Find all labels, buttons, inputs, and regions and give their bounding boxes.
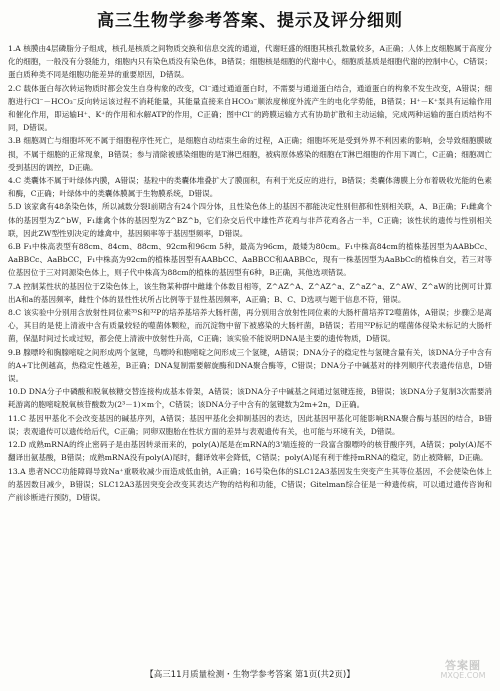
answer-list — [8, 42, 492, 648]
item-text: 控制某性状的基因位于Z染色体上，该生物某种群中雌雄个体数目相等，Z^AZ^A、Z^AZ^a、Z^aZ^a、Z^AW、Z^aW的比例可计算出A和a的基因频率，雌性个体的显性性状所占比例等于显性基因频率，A正确；B、C、D选项与题干信息不符，错误。 — [8, 281, 492, 304]
item-text: 载体蛋白每次转运物质时都会发生自身构象的改变，Cl⁻通过通道蛋白时，不需要与通道蛋白结合，通道蛋白的构象不发生改变，A错误；细胞进行Cl⁻－HCO₃⁻反向转运该过程不消耗能量，其能量直接来自HCO₃⁻顺浓度梯度外流产生的电化学势能，B错误；H⁺－K⁺泵具有运输作用和催化作用，即运输H⁺、K⁺的作用和水解ATP的作用，C正确；图中Cl⁻的跨膜运输方式有协助扩散和主动运输，完成两种运输的蛋白质结构不同，D错误。 — [8, 83, 492, 133]
item-number: 7.A — [8, 281, 21, 291]
item-text: 腺嘌呤和胸腺嘧啶之间形成两个氢键，鸟嘌呤和胞嘧啶之间形成三个氢键，A错误；DNA分子的稳定性与氢键含量有关，该DNA分子中含有的A+T比例越高，热稳定性越差，B正确；DNA复制需要解旋酶和DNA聚合酶等，C错误；DNA分子中碱基对的排列顺序代表遗传信息，D错误。 — [8, 347, 492, 384]
item-text: 类囊体不属于叶绿体内膜，A错误；基粒中的类囊体堆叠扩大了膜面积，有利于光反应的进行，B错误；类囊体薄膜上分布着吸收光能的色素和酶，C正确；叶绿体中的类囊体膜属于生物膜系统，D错误。 — [8, 176, 492, 199]
watermark-url: MXQE.COM — [440, 671, 486, 680]
item-number: 9.B — [8, 347, 21, 357]
list-item — [8, 346, 492, 386]
item-number: 13.A — [8, 466, 26, 476]
page-title: 高三生物学参考答案、提示及评分细则 — [97, 11, 403, 31]
list-item — [8, 465, 492, 505]
list-item — [8, 306, 492, 346]
item-text: 该实验中分别用含放射性同位素³⁵S和³²P的培养基培养大肠杆菌，再分别用含放射性同位素的大肠杆菌培养T2噬菌体，A错误；步骤②是离心，其目的是使上清液中含有质量较轻的噬菌体颗粒，而沉淀物中留下被感染的大肠杆菌，B错误；若用³²P标记的噬菌体侵染未标记的大肠杆菌，保温时间过长或过短，都会使上清液中放射性升高，C正确；该实验不能说明DNA是主要的遗传物质，D错误。 — [8, 308, 492, 344]
item-number: 4.C — [8, 176, 22, 186]
list-item — [8, 280, 492, 306]
item-text: 基因甲基化不会改变基因的碱基序列，A错误；基因甲基化会抑制基因的表达，因此基因甲基化可能影响RNA聚合酶与基因的结合，B错误；表观遗传可以遗传给后代，C正确；同卵双胞胎在性状方面的差异与表观遗传有关，也可能与环境有关，D错误。 — [8, 413, 492, 436]
item-number: 8.C — [8, 308, 22, 318]
page-footer: 【高三11月质量检测・生物学参考答案 第1页(共2页)】 — [145, 670, 355, 680]
item-text: 该家禽有48条染色体，所以减数分裂Ⅰ前期含有24个四分体，且性染色体上的基因不都能决定性别但都和性别相关联，A、B正确；F₁雌禽个体的基因型为Z^bW，F₁雄禽个体的基因型为Z^BZ^b，它们杂交后代中雄性芦花鸡与非芦花鸡各占一半，C正确；该性状的遗传与性别相关联，因此ZW型性别决定的雄禽中，基因频率等于基因型频率，D错误。 — [8, 202, 492, 238]
item-text: DNA分子中磷酸和脱氧核糖交替连接构成基本骨架，A错误；该DNA分子中碱基之间通过氢键连接，B错误；该DNA分子复制3次需要消耗游离的胞嘧啶脱氧核苷酸数为(2³－1)×m个，C错误；该DNA分子中含有的氢键数为2m+2n，D正确。 — [8, 387, 492, 410]
item-text: 患者NCC功能障碍导致Na⁺重吸收减少而造成低血钠，A正确；16号染色体的SLC12A3基因发生突变产生其等位基因，不会使染色体上的基因数目减少，B错误；SLC12A3基因突变会改变其表达产物的结构和功能，C错误；Gitelman综合征是一种遗传病，可以通过遗传咨询和产前诊断进行预防，D错误。 — [8, 466, 492, 502]
item-text: 细胞凋亡与细胞坏死不属于细胞程序性死亡，是细胞自动结束生命的过程，A正确；细胞坏死是受到外界不利因素的影响，会导致细胞膜破损，不属于细胞的正常现象，B错误；参与清除被感染细胞的是T淋巴细胞，被病原体感染的细胞在T淋巴细胞的作用下凋亡，C正确；细胞凋亡受到基因的调控，D正确。 — [8, 136, 492, 172]
item-number: 2.C — [8, 83, 22, 93]
item-text: 核膜由4层磷脂分子组成，核孔是核质之间物质交换和信息交流的通道，代谢旺盛的细胞其核孔数量较多，A正确；人体上皮细胞属于高度分化的细胞，一般没有分裂能力，细胞内只有染色质没有染色体，B错误；细胞核是细胞的代谢中心，细胞质基质是细胞代谢的控制中心，C错误；蛋白质种类不同是细胞功能差异的重要原因，D错误。 — [8, 44, 492, 80]
item-number: 11.C — [8, 413, 26, 423]
list-item — [8, 240, 492, 280]
list-item — [8, 174, 492, 200]
item-number: 6.B — [8, 242, 21, 252]
item-text: F₁中株高表型有88cm、84cm、88cm、92cm和96cm 5种，最高为96cm，最矮为80cm。F₁中株高84cm的植株基因型为AABbCc、AaBBCc、AaBbCC，F₁中株高为92cm的植株基因型有AABbCC、AaBBCC和AABBCc，现有一株基因型为AaBbCc的植株自交，若三对等位基因位于三对同源染色体上，则子代中株高为88cm的植株的基因型有6种，B正确，其他选项错误。 — [8, 242, 492, 278]
list-item — [8, 42, 492, 82]
list-item — [8, 412, 492, 438]
watermark-logo — [432, 661, 494, 687]
list-item — [8, 438, 492, 464]
item-number: 1.A — [8, 44, 21, 53]
list-item — [8, 134, 492, 174]
list-item — [8, 385, 492, 411]
item-number: 5.D — [8, 202, 22, 212]
list-item — [8, 82, 492, 135]
item-number: 10.D — [8, 387, 27, 397]
item-number: 3.B — [8, 136, 21, 146]
list-item — [8, 200, 492, 240]
item-text: 成熟mRNA的终止密码子是由基因转录而来的，poly(A)尾是在mRNA的3'端连接的一段富含腺嘌呤的核苷酸序列，A错误；poly(A)尾不翻译出氨基酸，B错误；成熟mRNA没有poly(A)尾时，翻译效率会降低，C错误；poly(A)尾有利于维持mRNA的稳定，防止被降解，D正确。 — [8, 440, 492, 463]
watermark-text: 答案圈 — [445, 659, 481, 672]
item-number: 12.D — [8, 440, 27, 450]
